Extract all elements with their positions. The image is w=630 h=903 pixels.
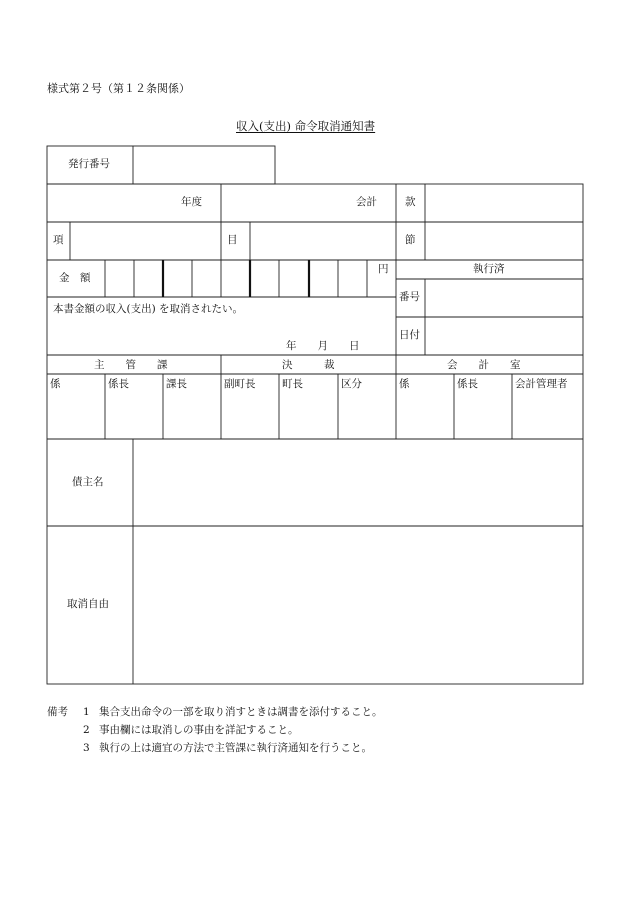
section-shukan: 主 管 課 bbox=[94, 359, 168, 371]
date-label: 日付 bbox=[399, 329, 420, 341]
form-number-label: 様式第２号（第１２条関係） bbox=[47, 82, 190, 95]
account-label: 会計 bbox=[356, 196, 377, 208]
number-label: 番号 bbox=[399, 291, 420, 303]
year-label: 年度 bbox=[181, 196, 202, 208]
role-kakaricho-1: 係長 bbox=[108, 378, 129, 390]
creditor-label: 債主名 bbox=[72, 476, 104, 488]
section-kaikei: 会 計 室 bbox=[447, 359, 521, 371]
remark-1-text: 集合支出命令の一部を取り消すときは調書を添付すること。 bbox=[99, 706, 383, 718]
remark-2-text: 事由欄には取消しの事由を詳記すること。 bbox=[99, 724, 299, 736]
date-line: 年 月 日 bbox=[286, 340, 360, 352]
remarks-prefix: 備考 bbox=[47, 706, 68, 718]
role-fukuchocho: 副町長 bbox=[224, 378, 256, 390]
issue-number-label: 発行番号 bbox=[68, 158, 110, 170]
role-kacho: 課長 bbox=[166, 378, 187, 390]
yen-label: 円 bbox=[378, 263, 389, 275]
role-kubun: 区分 bbox=[341, 378, 362, 390]
role-kaikei-kanrisha: 会計管理者 bbox=[515, 378, 568, 390]
amount-label: 金 額 bbox=[59, 272, 91, 284]
moku-label: 目 bbox=[227, 234, 238, 246]
role-kakari-1: 係 bbox=[50, 378, 61, 390]
reason-field[interactable] bbox=[134, 527, 582, 683]
setsu-label: 節 bbox=[405, 234, 416, 246]
remark-3-num: 3 bbox=[83, 742, 90, 754]
remark-3-text: 執行の上は適宜の方法で主管課に執行済通知を行うこと。 bbox=[99, 742, 372, 754]
creditor-field[interactable] bbox=[134, 440, 582, 525]
executed-label: 執行済 bbox=[473, 263, 505, 275]
kou-label: 項 bbox=[53, 234, 64, 246]
cancel-request-text: 本書金額の収入(支出) を取消されたい。 bbox=[53, 303, 244, 315]
role-kakaricho-2: 係長 bbox=[457, 378, 478, 390]
kan-label: 款 bbox=[405, 196, 416, 208]
issue-number-field[interactable] bbox=[134, 147, 274, 183]
section-kessai: 決 裁 bbox=[282, 359, 335, 371]
remark-1-num: 1 bbox=[83, 706, 90, 718]
reason-label: 取消自由 bbox=[67, 598, 109, 610]
remark-2-num: 2 bbox=[83, 724, 90, 736]
document-title: 収入(支出) 命令取消通知書 bbox=[236, 119, 376, 133]
role-kakari-2: 係 bbox=[399, 378, 410, 390]
role-chocho: 町長 bbox=[282, 378, 303, 390]
